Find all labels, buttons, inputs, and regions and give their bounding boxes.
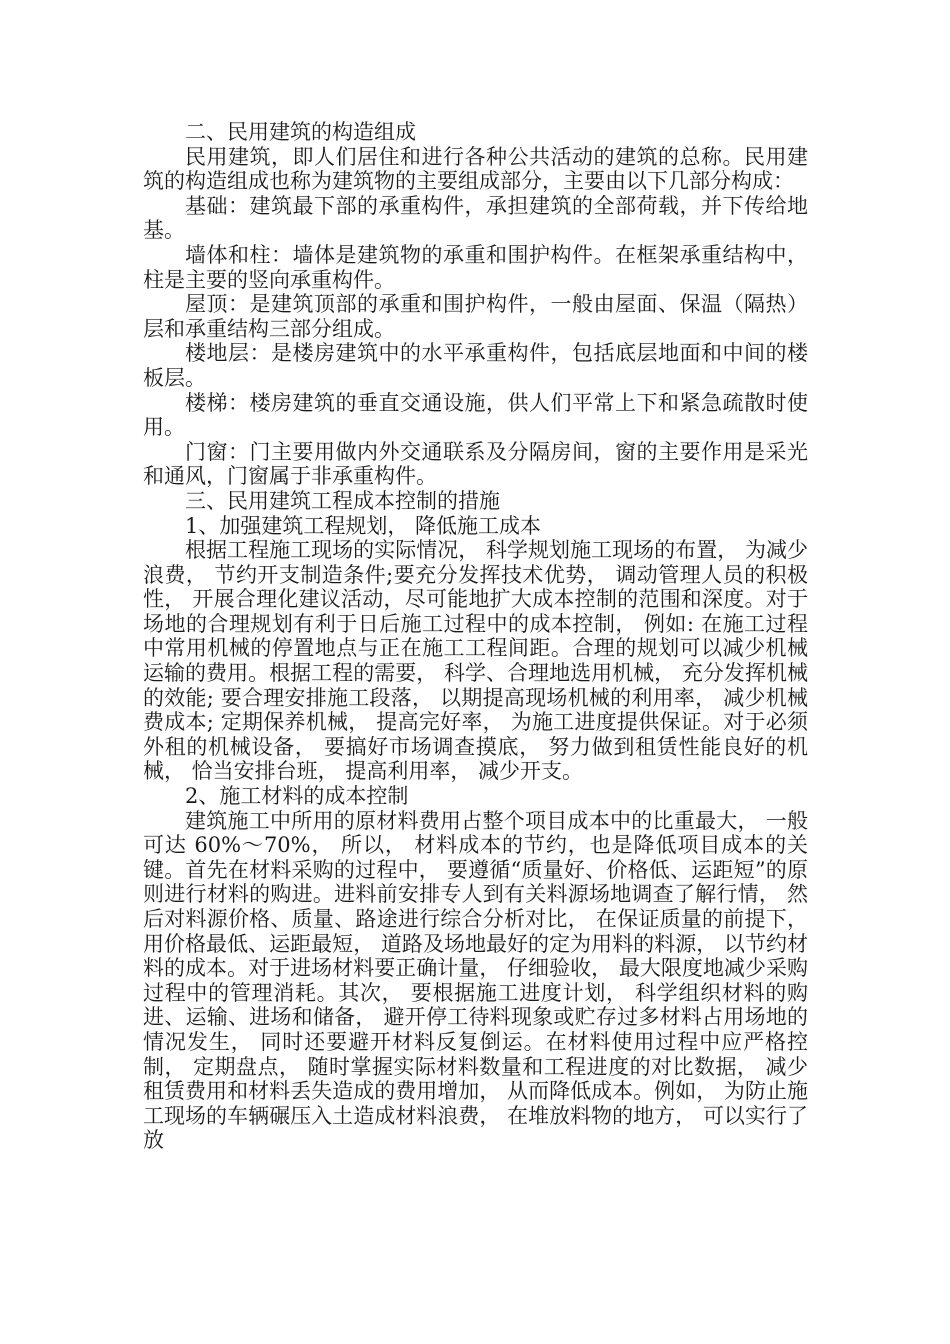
paragraph-planning: 根据工程施工现场的实际情况， 科学规划施工现场的布置， 为减少浪费， 节约开支制造条件;要充分发挥技术优势， 调动管理人员的积极性， 开展合理化建议活动，尽可能地扩大成本控制的范围和深度。对于场地的合理规划有利于日后施工过程中的成本控制， 例如: 在施工过程中常用机械的停置地点与正在施工工程间距。合理的规划可以减少机械运输的费用。根据工程的需要， 科学、合理地选用机械， 充分发挥机械的效能; 要合理安排施工段落， 以期提高现场机械的利用率， 减少机械费成本; 定期保养机械， 提高完好率， 为施工进度提供保证。对于必须外租的机械设备， 要搞好市场调查摸底， 努力做到租赁性能良好的机械， 恰当安排台班， 提高利用率， 减少开支。 [143,538,808,784]
paragraph-intro: 民用建筑，即人们居住和进行各种公共活动的建筑的总称。民用建筑的构造组成也称为建筑物的主要组成部分，主要由以下几部分构成： [143,144,808,194]
paragraph-materials: 建筑施工中所用的原材料费用占整个项目成本中的比重最大， 一般可达 60%～70%， 所以， 材料成本的节约，也是降低项目成本的关键。首先在材料采购的过程中， 要遵循“质量好、价格低、运距短”的原则进行材料的购进。进料前安排专人到有关料源场地调查了解行情， 然后对料源价格、质量、路途进行综合分析对比， 在保证质量的前提下， 用价格最低、运距最短， 道路及场地最好的定为用料的料源， 以节约材料的成本。对于进场材料要正确计量， 仔细验收， 最大限度地减少采购过程中的管理消耗。其次， 要根据施工进度计划， 科学组织材料的购进、运输、进场和储备， 避开停工待料现象或贮存过多材料占用场地的情况发生， 同时还要避开材料反复倒运。在材料使用过程中应严格控制， 定期盘点， 随时掌握实际材料数量和工程进度的对比数据， 减少租赁费用和材料丢失造成的费用增加， 从而降低成本。例如， 为防止施工现场的车辆碾压入土造成材料浪费， 在堆放料物的地方， 可以实行了放 [143,808,808,1153]
paragraph-doors-windows: 门窗：门主要用做内外交通联系及分隔房间，窗的主要作用是采光和通风，门窗属于非承重构件。 [143,439,808,489]
section-heading-cost-control: 三、民用建筑工程成本控制的措施 [185,488,500,513]
paragraph-floor: 楼地层：是楼房建筑中的水平承重构件，包括底层地面和中间的楼板层。 [143,341,808,390]
paragraph-foundation: 基础：建筑最下部的承重构件，承担建筑的全部荷载，并下传给地基。 [143,193,808,243]
section-heading-construction-components: 二、民用建筑的构造组成 [185,120,416,144]
paragraph-roof: 屋顶：是建筑顶部的承重和围护构件，一般由屋面、保温（隔热）层和承重结构三部分组成。 [143,292,808,341]
subsection-heading-planning: 1、加强建筑工程规划， 降低施工成本 [185,513,542,538]
paragraph-stairs: 楼梯：楼房建筑的垂直交通设施，供人们平常上下和紧急疏散时使用。 [143,390,808,440]
document-page [143,120,808,1153]
paragraph-wall-column: 墙体和柱：墙体是建筑物的承重和围护构件。在框架承重结构中，柱是主要的竖向承重构件。 [143,242,808,292]
subsection-heading-materials: 2、施工材料的成本控制 [185,784,409,809]
